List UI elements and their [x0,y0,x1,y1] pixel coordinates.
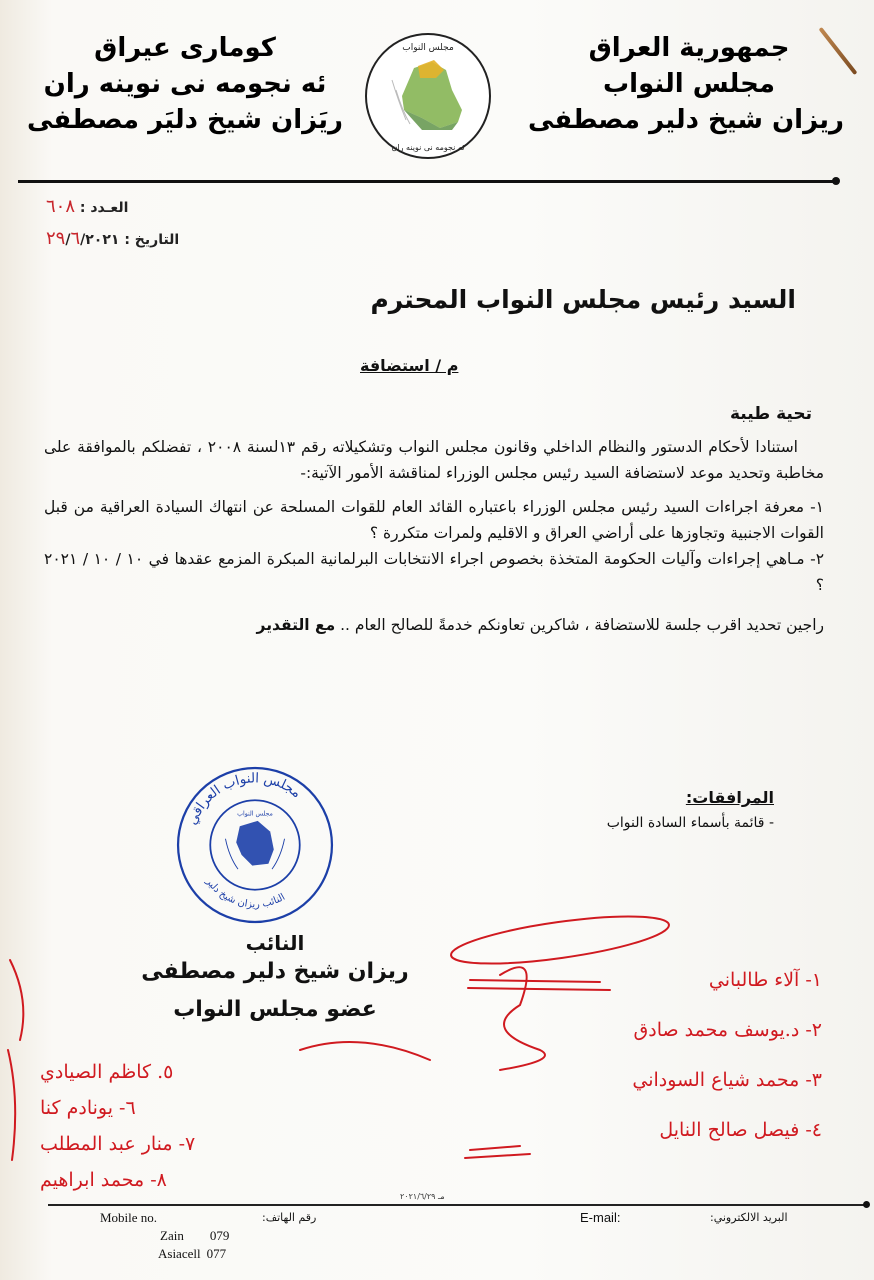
letterhead-kurdish-council: ئه نجومه نی نوینه ران [43,69,327,99]
letterhead-country: جمهورية العراق [588,33,790,63]
stamp-outer-text: مجلس النواب العراقي [185,771,304,828]
stamp-inner-text: مجلس النواب [237,810,273,818]
iraq-map-icon [236,821,274,866]
parliament-logo [362,30,494,162]
handwritten-name: ٨- محمد ابراهيم [40,1169,167,1191]
ref-date: التاريخ : ٢٩/٦/٢٠٢١ [46,228,180,249]
signature-loop-2 [500,967,545,1070]
signatory-role: عضو مجلس النواب [173,997,377,1022]
agenda-items [44,494,824,598]
logo-top-text: مجلس النواب [402,43,454,53]
letterhead-council: مجلس النواب [603,69,775,99]
carrier-zain [160,1228,229,1244]
handwritten-name: ٤- فيصل صالح النايل [659,1119,822,1141]
subject-line: م / استضافة [360,356,459,375]
body-paragraph-text: استنادا لأحكام الدستور والنظام الداخلي وقانون مجلس النواب وتشكيلاته رقم ١٣لسنة ٢٠٠٨ ، تفضلكم بالموافقة على مخاطبة وتحديد موعد لاستضافة السيد رئيس مجلس الوزراء لمناقشة الأمور الآتية:- [44,438,824,482]
signatory-title: النائب [245,931,305,955]
carrier-name: Zain [160,1228,184,1243]
closing-paragraph [44,612,824,638]
signature-scribbles-left [8,960,23,1160]
ref-date-label: التاريخ : [124,232,180,248]
handwritten-name: ٧- منار عبد المطلب [40,1133,196,1155]
letterhead-kurdish-member: ریَزان شیخ دلیَر مصطفى [26,105,344,135]
ref-number-label: العـدد : [79,200,129,216]
agenda-item: ٢- مـاهي إجراءات وآليات الحكومة المتخذة بخصوص اجراء الانتخابات البرلمانية المبكرة المزمع عقدها في ١٠ / ١٠ / ٢٠٢١ ؟ [44,550,825,594]
handwritten-name: ٣- محمد شياع السوداني [632,1069,822,1091]
carrier-prefix: 079 [209,1228,230,1243]
mobile-label: Mobile no. [100,1210,158,1225]
ref-date-year: ٢٠٢١ [85,232,120,248]
footer-divider [48,1204,866,1206]
official-stamp [170,760,340,930]
greeting: تحية طيبة [729,404,812,424]
agenda-item: ١- معرفة اجراءات السيد رئيس مجلس الوزراء باعتباره القائد العام للقوات المسلحة عن انتهاك السيادة العراقية من قبل القوات الاجنبية وتجاوزها على أراضي العراق و الاقليم ولمرات متكررة ؟ [44,498,824,542]
handwritten-name: ١- آلاء طالباني [708,969,822,991]
handwritten-name: ٢- د.يوسف محمد صادق [633,1019,822,1041]
signature-strike [465,1146,530,1158]
letterhead-member: ريزان شيخ دلير مصطفى [527,105,844,135]
print-code: مـ ٢٠٢١/٦/٢٩ [400,1192,445,1201]
addressee: السيد رئيس مجلس النواب المحترم [370,285,796,314]
header-divider [18,180,836,183]
carrier-asiacell [158,1246,226,1262]
ref-number-value: ٦٠٨ [46,196,76,217]
closing-regards: مع التقدير [256,616,336,634]
carrier-name: Asiacell [158,1246,201,1261]
ref-date-day: ٢٩ [46,228,66,249]
email-label-arabic: البريد الالكتروني: [710,1211,788,1224]
logo-bottom-text: ئه نجومه نی نوینه ران [391,143,465,152]
attachment-item: - قائمة بأسماء السادة النواب [606,815,774,831]
ref-number [46,196,128,217]
attachments-title: المرافقات: [685,788,774,807]
letter-body [44,434,824,646]
ref-date-month: ٦ [70,228,81,249]
signature-scribble-mid [300,1042,430,1060]
carrier-prefix: 077 [206,1246,227,1261]
handwritten-name: ٦- يونادم كنا [40,1097,136,1119]
letterhead-kurdish [20,30,350,138]
email-label: E-mail: [580,1210,621,1225]
handwritten-name: ٥. كاظم الصيادي [40,1061,174,1083]
signature-strokes [468,980,610,990]
phone-label-arabic: رقم الهاتف: [262,1211,317,1224]
closing-text: راجين تحديد اقرب جلسة للاستضافة ، شاكرين تعاونكم خدمةً للصالح العام .. [340,616,824,634]
signature-loop [449,907,672,973]
letterhead-arabic [527,30,844,138]
letterhead-kurdish-country: كوماری عیراق [94,33,276,63]
body-paragraph [44,434,824,486]
signatory-name: ريزان شيخ دلير مصطفى [141,959,409,984]
signature-block [130,930,420,1026]
stamp-bottom-text: النائب ريزان شيخ دلير [203,876,288,911]
